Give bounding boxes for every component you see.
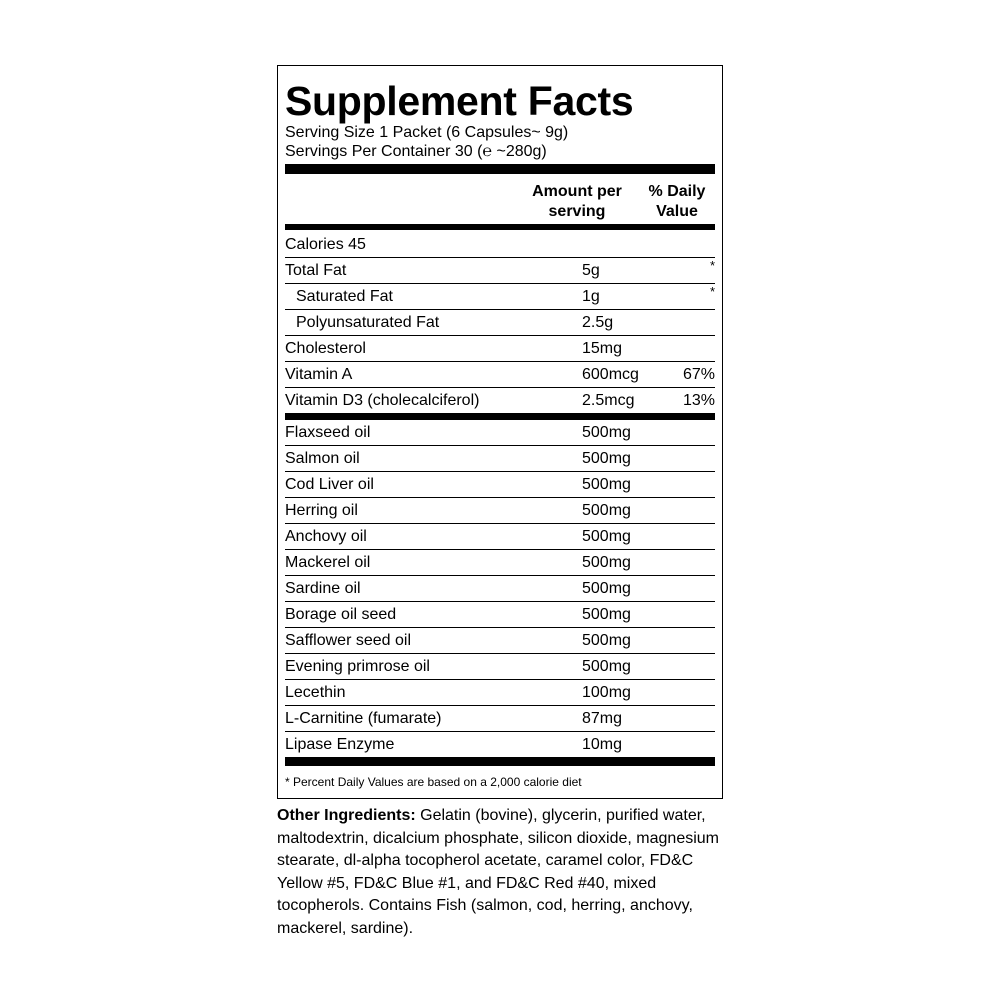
daily-value-header: % Daily Value [648,183,706,220]
ingredient-row: Lipase Enzyme 10mg [285,736,623,753]
ingredient-row: Safflower seed oil 500mg [285,628,715,654]
panel-title: Supplement Facts [285,78,634,124]
servings-per-container: Servings Per Container 30 (℮ ~280g) [285,143,547,160]
blend-list [285,420,715,757]
supplement-facts-panel [277,65,723,799]
nutrient-row: Total Fat 5g * [285,258,715,284]
ingredient-row: Salmon oil 500mg [285,446,715,472]
divider-thick [285,413,715,420]
ingredient-row: Sardine oil 500mg [285,576,715,602]
ingredient-row: Mackerel oil 500mg [285,550,715,576]
nutrient-list [285,258,715,413]
other-ingredients [277,805,727,940]
ingredient-row: Evening primrose oil 500mg [285,654,715,680]
ingredient-row: Anchovy oil 500mg [285,524,715,550]
ingredient-row: Lecethin 100mg [285,680,715,706]
column-header-row [285,174,715,224]
nutrient-row: Polyunsaturated Fat 2.5g [285,310,715,336]
ingredient-row: L-Carnitine (fumarate) 87mg [285,706,715,732]
nutrient-row: Vitamin D3 (cholecalciferol) 2.5mcg 13% [285,392,715,409]
daily-value-footnote: * Percent Daily Values are based on a 2,000 calorie diet [285,775,582,789]
calories-row [285,230,715,258]
divider-thick [285,757,715,766]
ingredient-row: Flaxseed oil 500mg [285,420,715,446]
other-ingredients-text: Gelatin (bovine), glycerin, purified water, maltodextrin, dicalcium phosphate, silicon dioxide, magnesium stearate, dl-alpha tocopherol acetate, caramel color, FD&C Yellow #5, FD&C Blue #1, and FD&C Red #40, mixed tocopherols. Contains Fish (salmon, cod, herring, anchovy, mackerel, sardine). [277,807,719,937]
amount-per-serving-header: Amount per serving [532,183,622,220]
ingredient-row: Borage oil seed 500mg [285,602,715,628]
nutrient-row: Cholesterol 15mg [285,336,715,362]
serving-size: Serving Size 1 Packet (6 Capsules~ 9g) [285,124,569,141]
ingredient-row: Herring oil 500mg [285,498,715,524]
ingredient-row: Cod Liver oil 500mg [285,472,715,498]
other-ingredients-label: Other Ingredients: [277,807,416,824]
nutrient-row: Saturated Fat 1g * [285,284,715,310]
nutrient-row: Vitamin A 600mcg 67% [285,362,715,388]
calories-label: Calories 45 [285,236,366,253]
divider-thick [285,164,715,174]
